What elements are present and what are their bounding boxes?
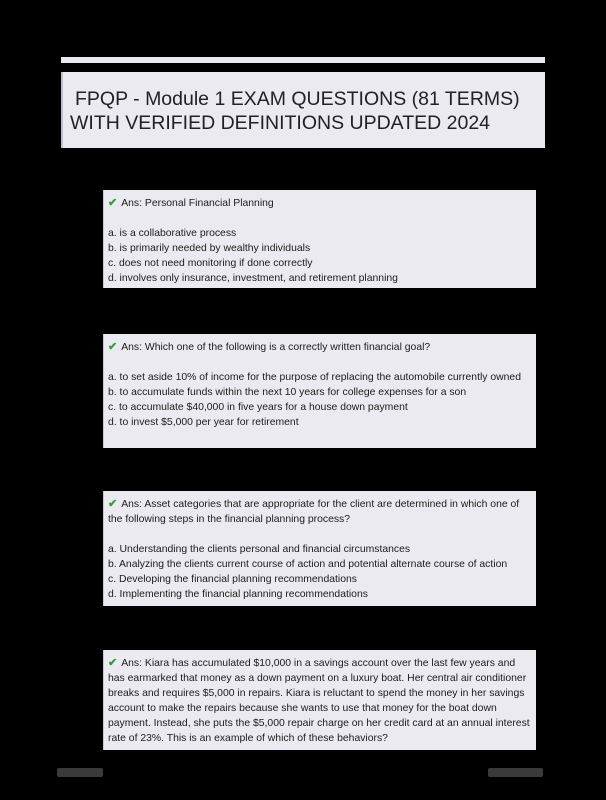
header-rule <box>61 57 545 63</box>
answer-text: Ans: Personal Financial Planning <box>121 198 274 209</box>
answer-text: Ans: Which one of the following is a correctly written financial goal? <box>121 342 431 353</box>
option-d: d. to invest $5,000 per year for retirement <box>108 417 299 428</box>
option-c: c. to accumulate $40,000 in five years for a house down payment <box>108 402 408 413</box>
question-card-3 <box>103 491 536 606</box>
footer-logo <box>57 768 103 777</box>
option-c: c. Developing the financial planning recommendations <box>108 574 357 585</box>
question-card-2 <box>103 334 536 448</box>
question-card-4 <box>103 650 536 750</box>
option-c: c. does not need monitoring if done correctly <box>108 258 313 269</box>
check-icon: ✔ <box>108 341 118 353</box>
option-a: a. to set aside 10% of income for the purpose of replacing the automobile currently owned <box>108 372 521 383</box>
page-title-line-1: FPQP - Module 1 EXAM QUESTIONS (81 TERMS) <box>75 88 520 110</box>
option-a: a. is a collaborative process <box>108 228 237 239</box>
option-b: b. Analyzing the clients current course of action and potential alternate course of action <box>108 559 508 570</box>
check-icon: ✔ <box>108 657 118 669</box>
answer-text: Ans: Asset categories that are appropriate for the client are determined in which one of the following steps in the financial planning process? <box>108 499 520 525</box>
footer-page-number <box>488 768 543 777</box>
option-b: b. to accumulate funds within the next 10 years for college expenses for a son <box>108 387 467 398</box>
option-b: b. is primarily needed by wealthy individuals <box>108 243 311 254</box>
page-title-line-2: WITH VERIFIED DEFINITIONS UPDATED 2024 <box>70 112 491 134</box>
option-d: d. involves only insurance, investment, and retirement planning <box>108 273 398 284</box>
check-icon: ✔ <box>108 197 118 209</box>
title-box <box>61 72 545 148</box>
question-card-1 <box>103 190 536 288</box>
answer-text: Ans: Kiara has accumulated $10,000 in a savings account over the last few years and has earmarked that money as a down payment on a luxury boat. Her central air conditioner breaks and requires $5,000 in repairs. Kiara is reluctant to spend the money in her savings account to make the repairs because she wants to use that money for the boat down payment. Instead, she puts the $5,000 repair charge on her credit card at an annual interest rate of 23%. This is an example of which of these behaviors? <box>108 658 530 744</box>
option-d: d. Implementing the financial planning recommendations <box>108 589 368 600</box>
option-a: a. Understanding the clients personal and financial circumstances <box>108 544 411 555</box>
check-icon: ✔ <box>108 498 118 510</box>
